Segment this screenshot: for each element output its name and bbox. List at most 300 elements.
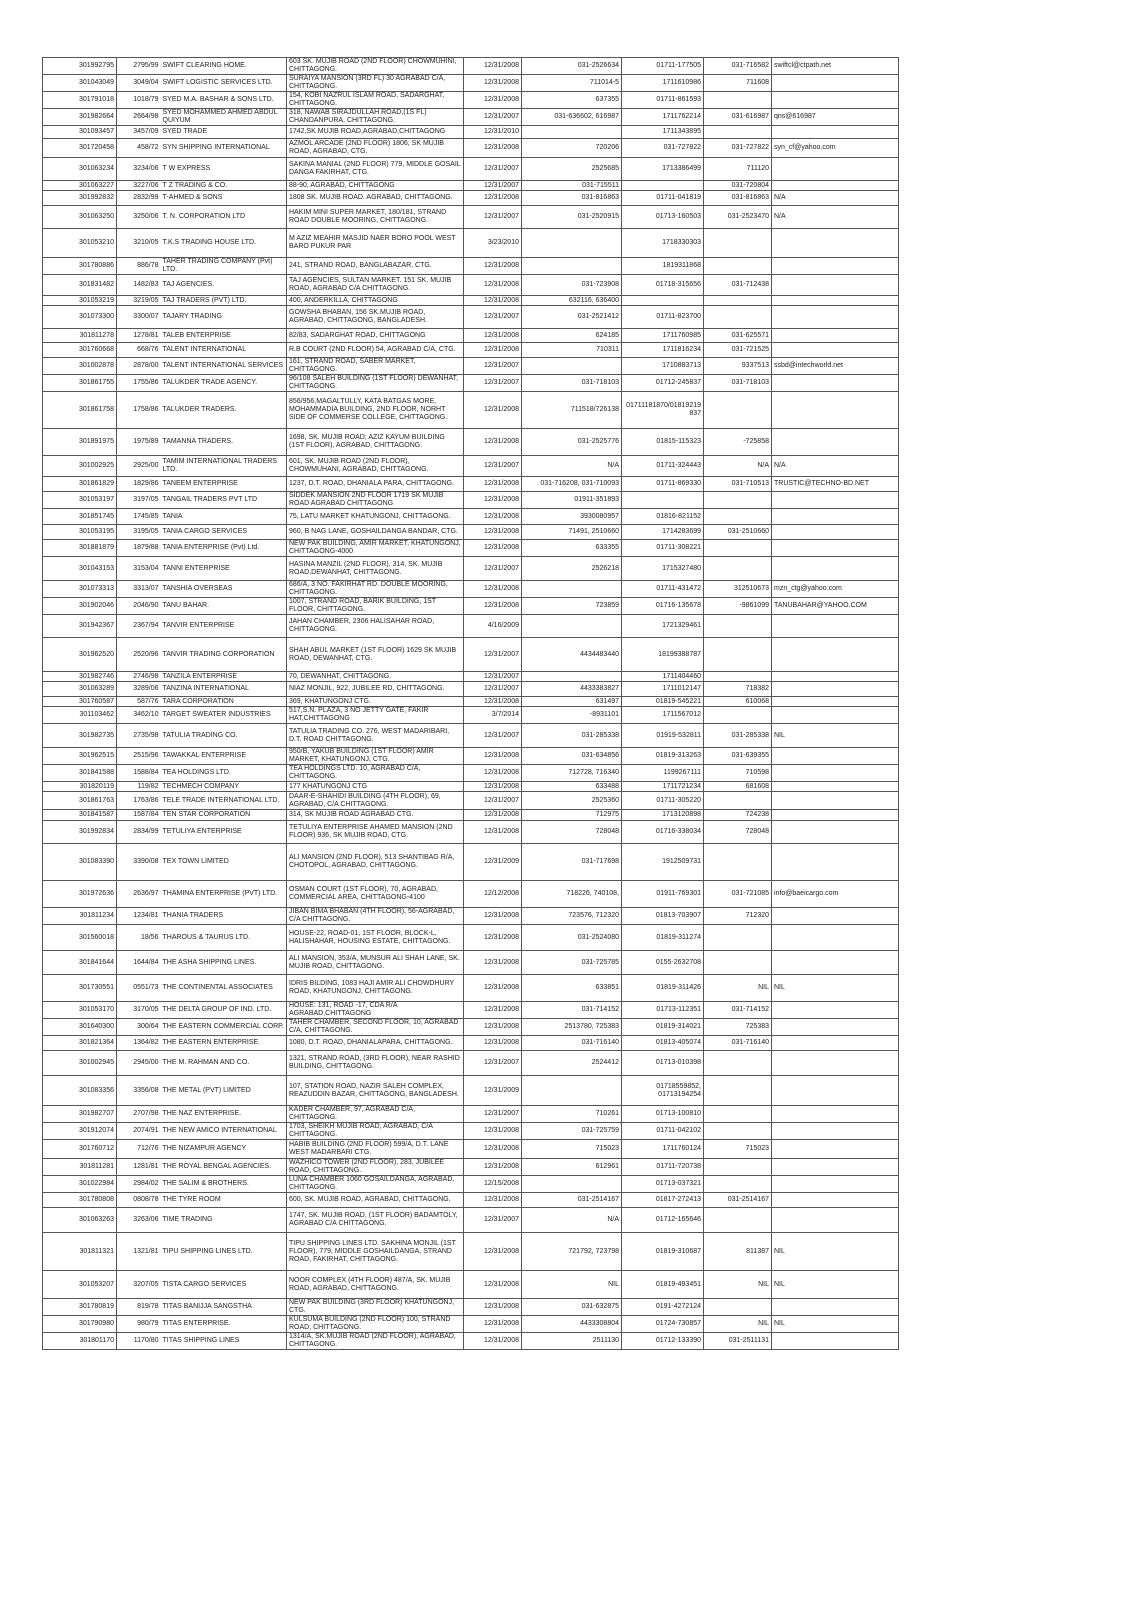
- cell-date: 12/31/2008: [464, 1159, 522, 1176]
- table-row: [43, 1193, 899, 1208]
- cell-company-name: THE NAZ ENTERPRISE.: [161, 1106, 287, 1123]
- cell-mobile: 01711-177505: [622, 58, 704, 75]
- cell-company-name: TECHMECH COMPANY: [161, 782, 287, 792]
- cell-fax: [704, 540, 772, 557]
- table-row: [43, 456, 899, 477]
- cell-mobile: 01819-545221: [622, 697, 704, 707]
- cell-address: NEW PAK BUILDING, AMIR MARKET, KHATUNGONJ, CHITTAGONG-4000: [287, 540, 464, 557]
- cell-mobile: 01819-493451: [622, 1271, 704, 1299]
- cell-address: TEA HOLDINGS LTD. 10, AGRABAD C/A, CHITTAGONG.: [287, 765, 464, 782]
- cell-id: 301820119: [43, 782, 117, 792]
- cell-company-name: THE M. RAHMAN AND CO.: [161, 1051, 287, 1076]
- cell-address: KULSUMA BUILDING (2ND FLOOR) 100, STRAND ROAD, CHITTAGONG.: [287, 1316, 464, 1333]
- cell-code: 3457/09: [117, 126, 161, 139]
- table-row: [43, 638, 899, 672]
- cell-id: 301073300: [43, 306, 117, 329]
- cell-code: 3195/05: [117, 525, 161, 540]
- cell-fax: [704, 638, 772, 672]
- cell-company-name: TIME TRADING: [161, 1208, 287, 1233]
- cell-date: 4/16/2009: [464, 615, 522, 638]
- cell-address: 314, SK MUJIB ROAD AGRABAD CTG.: [287, 810, 464, 821]
- cell-email: [772, 1299, 899, 1316]
- cell-company-name: TITAS ENTERPRISE.: [161, 1316, 287, 1333]
- cell-mobile: 01817-272413: [622, 1193, 704, 1208]
- cell-phone: 710261: [522, 1106, 622, 1123]
- table-row: [43, 229, 899, 258]
- cell-phone: 711014-5: [522, 75, 622, 92]
- cell-fax: 725383: [704, 1019, 772, 1036]
- cell-id: 301760712: [43, 1140, 117, 1159]
- cell-date: 12/31/2008: [464, 821, 522, 844]
- cell-id: 301780819: [43, 1299, 117, 1316]
- cell-code: 1758/86: [117, 392, 161, 429]
- cell-company-name: TANVIR ENTERPRISE: [161, 615, 287, 638]
- cell-address: 1314/A, SK.MUJIB ROAD (2ND FLOOR), AGRABAD, CHITTAGONG.: [287, 1333, 464, 1350]
- cell-fax: 031-712438: [704, 275, 772, 296]
- cell-id: 301861829: [43, 477, 117, 492]
- cell-company-name: TALUKDER TRADERS.: [161, 392, 287, 429]
- cell-company-name: TALUKDER TRADE AGENCY.: [161, 375, 287, 392]
- cell-mobile: 01711-823700: [622, 306, 704, 329]
- cell-fax: 711120: [704, 158, 772, 181]
- cell-date: 12/31/2008: [464, 75, 522, 92]
- cell-phone: 031-716140: [522, 1036, 622, 1051]
- cell-fax: 031-616987: [704, 109, 772, 126]
- cell-phone: 723859: [522, 598, 622, 615]
- cell-mobile: 1711012147: [622, 682, 704, 697]
- cell-date: 12/31/2007: [464, 456, 522, 477]
- cell-email: [772, 1123, 899, 1140]
- table-row: [43, 707, 899, 724]
- cell-fax: [704, 126, 772, 139]
- cell-mobile: 1711343895: [622, 126, 704, 139]
- cell-mobile: 01724-730857: [622, 1316, 704, 1333]
- cell-company-name: T Z TRADING & CO.: [161, 181, 287, 191]
- cell-id: 301053210: [43, 229, 117, 258]
- cell-company-name: TEA HOLDINGS LTD.: [161, 765, 287, 782]
- cell-address: 950/B, YAKUB BUILDING (1ST FLOOR) AMIR MARKET, KHATUNGONJ, CTG.: [287, 748, 464, 765]
- cell-phone: 031-2521412: [522, 306, 622, 329]
- cell-company-name: THE EASTERN ENTERPRISE.: [161, 1036, 287, 1051]
- cell-date: 12/31/2008: [464, 810, 522, 821]
- cell-id: 301780808: [43, 1193, 117, 1208]
- cell-id: 301972636: [43, 881, 117, 908]
- cell-fax: 610068: [704, 697, 772, 707]
- cell-company-name: THE ASHA SHIPPING LINES.: [161, 951, 287, 975]
- cell-id: 301881879: [43, 540, 117, 557]
- cell-date: 12/31/2007: [464, 682, 522, 697]
- cell-email: TANUBAHAR@YAHOO.COM: [772, 598, 899, 615]
- cell-id: 301982664: [43, 109, 117, 126]
- cell-mobile: 1711760124: [622, 1140, 704, 1159]
- cell-mobile: 01819-310687: [622, 1233, 704, 1271]
- table-row: [43, 75, 899, 92]
- cell-code: 3153/04: [117, 557, 161, 581]
- cell-code: 1278/81: [117, 329, 161, 343]
- cell-mobile: 01713-100810: [622, 1106, 704, 1123]
- cell-phone: [522, 358, 622, 375]
- cell-mobile: 01711-431472: [622, 581, 704, 598]
- cell-code: 1879/88: [117, 540, 161, 557]
- cell-company-name: TALENT INTERNATIONAL: [161, 343, 287, 358]
- cell-date: 12/31/2008: [464, 1123, 522, 1140]
- cell-date: 12/31/2008: [464, 139, 522, 158]
- cell-email: [772, 707, 899, 724]
- cell-phone: 031-2520915: [522, 206, 622, 229]
- cell-email: [772, 126, 899, 139]
- cell-date: 12/31/2008: [464, 1333, 522, 1350]
- cell-id: 301992795: [43, 58, 117, 75]
- cell-phone: 031-717698: [522, 844, 622, 881]
- cell-code: 3250/06: [117, 206, 161, 229]
- cell-company-name: THE EASTERN COMMERCIAL CORP.: [161, 1019, 287, 1036]
- cell-email: [772, 1019, 899, 1036]
- cell-address: R.B COURT (2ND FLOOR) 54, AGRABAD C/A, CTG.: [287, 343, 464, 358]
- table-row: [43, 581, 899, 598]
- cell-date: 12/31/2007: [464, 109, 522, 126]
- cell-id: 301982735: [43, 724, 117, 748]
- cell-phone: 720206: [522, 139, 622, 158]
- table-row: [43, 925, 899, 951]
- cell-email: [772, 92, 899, 109]
- cell-code: 0551/73: [117, 975, 161, 1002]
- cell-phone: 2511130: [522, 1333, 622, 1350]
- cell-fax: -725858: [704, 429, 772, 456]
- cell-company-name: THE CONTINENTAL ASSOCIATES: [161, 975, 287, 1002]
- cell-code: 3197/05: [117, 492, 161, 509]
- cell-fax: [704, 229, 772, 258]
- cell-code: 3049/04: [117, 75, 161, 92]
- cell-company-name: TANNI ENTERPRISE: [161, 557, 287, 581]
- cell-email: NIL: [772, 724, 899, 748]
- cell-address: SIDDEK MANSION 2ND FLOOR 1719 SK MUJIB ROAD AGRABAD CHITTAGONG: [287, 492, 464, 509]
- cell-email: [772, 1076, 899, 1106]
- cell-code: 3313/07: [117, 581, 161, 598]
- cell-phone: [522, 581, 622, 598]
- cell-id: 301861755: [43, 375, 117, 392]
- cell-address: TIPU SHIPPING LINES LTD. SAKHINA MONJIL (1ST FLOOR), 779, MIDDLE GOSHAILDANGA, STRAND ROAD, FAKIRHAT, CHITTAGONG.: [287, 1233, 464, 1271]
- cell-address: NEW PAK BUILDING (3RD FLOOR) KHATUNGONJ, CTG.: [287, 1299, 464, 1316]
- cell-fax: [704, 1176, 772, 1193]
- cell-id: 301962515: [43, 748, 117, 765]
- cell-id: 301063234: [43, 158, 117, 181]
- cell-mobile: 01712-133390: [622, 1333, 704, 1350]
- cell-address: DAAR-E-SHAHIDI BUILDING (4TH FLOOR), 69, AGRABAD, C/A CHITTAGONG.: [287, 792, 464, 810]
- cell-mobile: 1710883713: [622, 358, 704, 375]
- cell-address: 1747, SK. MUJIB ROAD, (1ST FLOOR) BADAMTOLY, AGRABAD C/A CHITTAGONG.: [287, 1208, 464, 1233]
- cell-address: SAKINA MANIAL (2ND FLOOR) 779, MIDDLE GOSAIL DANGA FAKIRHAT, CTG.: [287, 158, 464, 181]
- cell-phone: 633355: [522, 540, 622, 557]
- table-row: [43, 1106, 899, 1123]
- cell-address: 600, SK. MUJIB ROAD, AGRABAD, CHITTAGONG.: [287, 1193, 464, 1208]
- cell-date: 12/31/2008: [464, 509, 522, 525]
- cell-mobile: 0191-4272124: [622, 1299, 704, 1316]
- cell-fax: 710598: [704, 765, 772, 782]
- cell-code: 1018/79: [117, 92, 161, 109]
- table-row: [43, 844, 899, 881]
- cell-code: 2707/98: [117, 1106, 161, 1123]
- cell-date: 3/7/2014: [464, 707, 522, 724]
- cell-date: 12/31/2008: [464, 765, 522, 782]
- cell-date: 12/31/2007: [464, 306, 522, 329]
- cell-phone: [522, 672, 622, 682]
- cell-fax: [704, 1299, 772, 1316]
- cell-code: 1644/84: [117, 951, 161, 975]
- cell-mobile: 1711567012: [622, 707, 704, 724]
- cell-fax: [704, 306, 772, 329]
- table-row: [43, 1333, 899, 1350]
- cell-address: 1321, STRAND ROAD, (3RD FLOOR), NEAR RASHID BUILDING, CHITTAGONG.: [287, 1051, 464, 1076]
- cell-date: 12/31/2008: [464, 951, 522, 975]
- cell-fax: [704, 296, 772, 306]
- cell-email: ssbd@intechworld.net: [772, 358, 899, 375]
- cell-fax: 031-2510660: [704, 525, 772, 540]
- cell-code: 2367/94: [117, 615, 161, 638]
- cell-id: 301992832: [43, 191, 117, 206]
- cell-phone: [522, 615, 622, 638]
- cell-address: HABIB BUILDING (2ND FLOOR) 599/A, D.T. LANE WEST MADARBARI CTG.: [287, 1140, 464, 1159]
- cell-date: 12/31/2007: [464, 638, 522, 672]
- cell-company-name: TISTA CARGO SERVICES: [161, 1271, 287, 1299]
- cell-id: 301861763: [43, 792, 117, 810]
- cell-phone: 633488: [522, 782, 622, 792]
- table-row: [43, 557, 899, 581]
- cell-fax: [704, 672, 772, 682]
- cell-phone: -8931101: [522, 707, 622, 724]
- cell-phone: 4433308804: [522, 1316, 622, 1333]
- cell-address: IDRIS BILDING, 1083 HAJI AMIR ALI CHOWDHURY ROAD, KHATUNGONJ, CHITTAGONG.: [287, 975, 464, 1002]
- cell-id: 301053219: [43, 296, 117, 306]
- cell-address: 107, STATION ROAD, NAZIR SALEH COMPLEX, REAZUDDIN BAZAR, CHITTAGONG, BANGLADESH.: [287, 1076, 464, 1106]
- cell-mobile: 1714283699: [622, 525, 704, 540]
- cell-fax: -9861099: [704, 598, 772, 615]
- cell-company-name: TAMIM INTERNATIONAL TRADERS LTD.: [161, 456, 287, 477]
- table-body: [43, 58, 899, 1350]
- cell-fax: 031-2511131: [704, 1333, 772, 1350]
- cell-code: 3210/05: [117, 229, 161, 258]
- cell-fax: 811387: [704, 1233, 772, 1271]
- cell-code: 2945/00: [117, 1051, 161, 1076]
- cell-email: NIL: [772, 975, 899, 1002]
- cell-mobile: 01718559852, 01713194254: [622, 1076, 704, 1106]
- cell-date: 12/31/2008: [464, 581, 522, 598]
- cell-code: 2735/98: [117, 724, 161, 748]
- table-row: [43, 139, 899, 158]
- cell-company-name: TIPU SHIPPING LINES LTD.: [161, 1233, 287, 1271]
- cell-email: NIL: [772, 1316, 899, 1333]
- table-row: [43, 724, 899, 748]
- cell-mobile: 0155-2632708: [622, 951, 704, 975]
- cell-date: 12/31/2008: [464, 697, 522, 707]
- cell-mobile: 1713120898: [622, 810, 704, 821]
- cell-id: 301063263: [43, 1208, 117, 1233]
- table-row: [43, 1002, 899, 1019]
- cell-mobile: 01813-703907: [622, 908, 704, 925]
- table-row: [43, 810, 899, 821]
- cell-id: 301790980: [43, 1316, 117, 1333]
- cell-fax: [704, 925, 772, 951]
- table-row: [43, 821, 899, 844]
- cell-mobile: 01711-042102: [622, 1123, 704, 1140]
- cell-date: 12/31/2008: [464, 477, 522, 492]
- cell-company-name: TAWAKKAL ENTERPRISE: [161, 748, 287, 765]
- cell-mobile: 01711-308221: [622, 540, 704, 557]
- table-row: [43, 492, 899, 509]
- cell-phone: 031-723908: [522, 275, 622, 296]
- cell-id: 301811321: [43, 1233, 117, 1271]
- cell-fax: [704, 844, 772, 881]
- cell-code: 3207/05: [117, 1271, 161, 1299]
- cell-mobile: 01819-311426: [622, 975, 704, 1002]
- cell-fax: N/A: [704, 456, 772, 477]
- cell-date: 12/31/2008: [464, 296, 522, 306]
- cell-fax: 031-2523470: [704, 206, 772, 229]
- cell-company-name: TANGAIL TRADERS PVT LTD: [161, 492, 287, 509]
- cell-phone: 712728, 716340: [522, 765, 622, 782]
- cell-company-name: T. N. CORPORATION LTD: [161, 206, 287, 229]
- cell-company-name: T.K.S TRADING HOUSE LTD.: [161, 229, 287, 258]
- table-row: [43, 1176, 899, 1193]
- cell-id: 301831482: [43, 275, 117, 296]
- cell-code: 712/76: [117, 1140, 161, 1159]
- cell-code: 1975/89: [117, 429, 161, 456]
- table-row: [43, 1036, 899, 1051]
- cell-mobile: 1711721234: [622, 782, 704, 792]
- cell-email: [772, 748, 899, 765]
- cell-email: [772, 492, 899, 509]
- table-row: [43, 615, 899, 638]
- cell-fax: 718382: [704, 682, 772, 697]
- cell-email: [772, 1176, 899, 1193]
- cell-email: NIL: [772, 1271, 899, 1299]
- cell-address: 70, DEWANHAT, CHITTAGONG.: [287, 672, 464, 682]
- cell-code: 2664/98: [117, 109, 161, 126]
- cell-phone: 637355: [522, 92, 622, 109]
- cell-phone: N/A: [522, 1208, 622, 1233]
- cell-email: [772, 951, 899, 975]
- cell-date: 12/31/2008: [464, 92, 522, 109]
- table-row: [43, 109, 899, 126]
- table-row: [43, 908, 899, 925]
- cell-email: [772, 682, 899, 697]
- cell-id: 301982707: [43, 1106, 117, 1123]
- table-row: [43, 343, 899, 358]
- cell-email: info@baeicargo.com: [772, 881, 899, 908]
- cell-address: 601, SK. MUJIB ROAD (2ND FLOOR), CHOWMUHANI, AGRABAD, CHITTAGONG.: [287, 456, 464, 477]
- cell-company-name: T W EXPRESS: [161, 158, 287, 181]
- table-row: [43, 1019, 899, 1036]
- cell-code: 300/64: [117, 1019, 161, 1036]
- cell-fax: 031-2514167: [704, 1193, 772, 1208]
- cell-code: 2832/99: [117, 191, 161, 206]
- cell-mobile: 01711-869330: [622, 477, 704, 492]
- table-row: [43, 258, 899, 275]
- cell-company-name: TAMANNA TRADERS.: [161, 429, 287, 456]
- cell-code: 0808/78: [117, 1193, 161, 1208]
- cell-code: 3263/06: [117, 1208, 161, 1233]
- cell-date: 12/15/2008: [464, 1176, 522, 1193]
- cell-mobile: 01819-314021: [622, 1019, 704, 1036]
- cell-mobile: 01919-532811: [622, 724, 704, 748]
- cell-code: 1482/83: [117, 275, 161, 296]
- cell-phone: 632116, 636400: [522, 296, 622, 306]
- table-row: [43, 275, 899, 296]
- table-row: [43, 392, 899, 429]
- cell-email: [772, 925, 899, 951]
- table-row: [43, 1140, 899, 1159]
- cell-email: [772, 792, 899, 810]
- cell-phone: 031-634856: [522, 748, 622, 765]
- cell-id: 301022984: [43, 1176, 117, 1193]
- cell-fax: 031-721085: [704, 881, 772, 908]
- cell-phone: 718226, 740108,: [522, 881, 622, 908]
- cell-phone: 2525685: [522, 158, 622, 181]
- cell-mobile: 1711610986: [622, 75, 704, 92]
- table-row: [43, 191, 899, 206]
- cell-email: [772, 638, 899, 672]
- cell-date: 12/31/2008: [464, 1002, 522, 1019]
- cell-email: [772, 158, 899, 181]
- cell-email: [772, 429, 899, 456]
- cell-code: 2074/91: [117, 1123, 161, 1140]
- cell-email: [772, 343, 899, 358]
- cell-fax: 715023: [704, 1140, 772, 1159]
- cell-date: 12/31/2007: [464, 375, 522, 392]
- cell-phone: 633851: [522, 975, 622, 1002]
- cell-email: mzn_ctg@yahoo.com: [772, 581, 899, 598]
- cell-id: 301811278: [43, 329, 117, 343]
- table-row: [43, 1299, 899, 1316]
- cell-company-name: TANZINA INTERNATIONAL: [161, 682, 287, 697]
- cell-date: 12/31/2009: [464, 844, 522, 881]
- cell-id: 301811281: [43, 1159, 117, 1176]
- cell-date: 12/31/2008: [464, 1316, 522, 1333]
- cell-fax: 712320: [704, 908, 772, 925]
- cell-email: [772, 525, 899, 540]
- cell-company-name: THE NIZAMPUR AGENCY: [161, 1140, 287, 1159]
- cell-code: 2795/99: [117, 58, 161, 75]
- cell-email: [772, 329, 899, 343]
- cell-id: 301730551: [43, 975, 117, 1002]
- cell-company-name: SWIFT LOGISTIC SERVICES LTD.: [161, 75, 287, 92]
- cell-fax: 031-721525: [704, 343, 772, 358]
- cell-address: 96/108 SALEH BUILDING (1ST FLOOR) DEWANHAT, CHITTAGONG.: [287, 375, 464, 392]
- cell-mobile: 01813-405074: [622, 1036, 704, 1051]
- table-row: [43, 881, 899, 908]
- cell-address: JIBAN BIMA BHABAN (4TH FLOOR), 56-AGRABAD, C/A CHITTAGONG.: [287, 908, 464, 925]
- table-row: [43, 1208, 899, 1233]
- cell-phone: 710311: [522, 343, 622, 358]
- cell-address: 369, KHATUNGONJ CTG.: [287, 697, 464, 707]
- cell-phone: 031-285338: [522, 724, 622, 748]
- cell-id: 301640300: [43, 1019, 117, 1036]
- cell-fax: 728048: [704, 821, 772, 844]
- cell-phone: 2524412: [522, 1051, 622, 1076]
- cell-phone: 723576, 712320: [522, 908, 622, 925]
- cell-code: 1281/81: [117, 1159, 161, 1176]
- cell-phone: 031-2526634: [522, 58, 622, 75]
- cell-code: 1745/85: [117, 509, 161, 525]
- cell-date: 12/31/2008: [464, 525, 522, 540]
- cell-company-name: THE TYRE ROOM: [161, 1193, 287, 1208]
- table-row: [43, 1051, 899, 1076]
- cell-email: [772, 229, 899, 258]
- cell-fax: 031-710513: [704, 477, 772, 492]
- table-row: [43, 306, 899, 329]
- cell-company-name: TEX TOWN LIMITED: [161, 844, 287, 881]
- cell-id: 301063250: [43, 206, 117, 229]
- cell-id: 301053195: [43, 525, 117, 540]
